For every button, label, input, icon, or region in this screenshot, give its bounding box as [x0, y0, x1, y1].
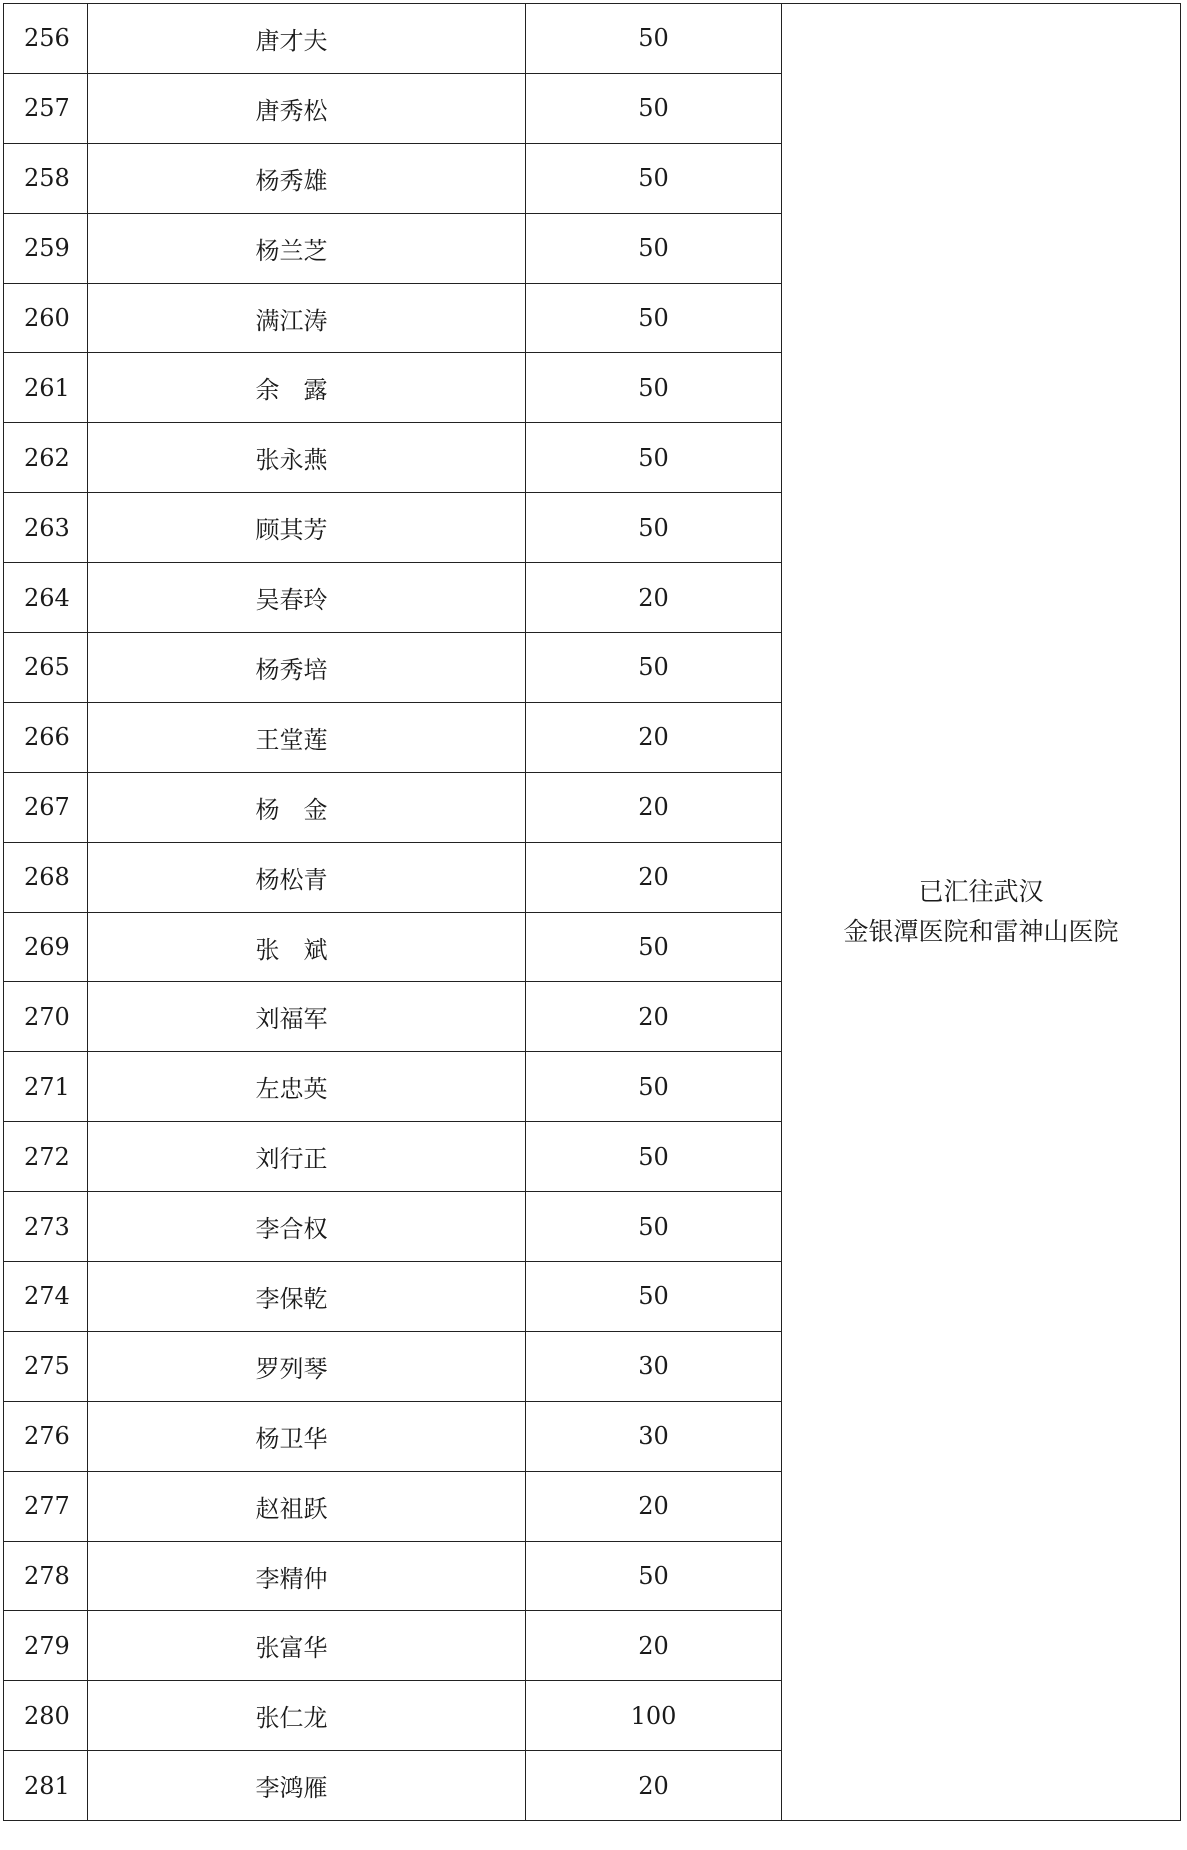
amount-cell: 50 [526, 1541, 782, 1611]
amount-cell: 20 [526, 982, 782, 1052]
name-cell [88, 353, 526, 423]
row-number-cell: 272 [4, 1122, 88, 1192]
row-number-cell: 268 [4, 842, 88, 912]
name-cell [88, 912, 526, 982]
amount-cell: 50 [526, 633, 782, 703]
row-number-cell: 276 [4, 1401, 88, 1471]
donor-name: 杨 金 [255, 795, 328, 824]
amount-cell: 50 [526, 493, 782, 563]
row-number-cell: 258 [4, 143, 88, 213]
name-cell [88, 1122, 526, 1192]
row-number-cell: 260 [4, 283, 88, 353]
amount-cell: 20 [526, 563, 782, 633]
name-cell [88, 1541, 526, 1611]
name-cell [88, 1611, 526, 1681]
table-row [4, 4, 1181, 74]
amount-cell: 20 [526, 702, 782, 772]
name-cell [88, 1331, 526, 1401]
row-number-cell: 264 [4, 563, 88, 633]
name-cell [88, 702, 526, 772]
name-cell [88, 4, 526, 74]
row-number-cell: 267 [4, 772, 88, 842]
row-number-cell: 262 [4, 423, 88, 493]
row-number-cell: 261 [4, 353, 88, 423]
name-cell [88, 493, 526, 563]
donor-name: 吴春玲 [255, 586, 328, 615]
row-number-cell: 271 [4, 1052, 88, 1122]
name-cell [88, 1681, 526, 1751]
row-number-cell: 263 [4, 493, 88, 563]
name-cell [88, 1052, 526, 1122]
donor-name: 张永燕 [255, 446, 328, 475]
amount-cell: 20 [526, 1611, 782, 1681]
name-cell [88, 1401, 526, 1471]
table-body [4, 4, 1181, 1821]
row-number-cell: 275 [4, 1331, 88, 1401]
name-cell [88, 1751, 526, 1821]
donor-name: 罗列琴 [255, 1354, 328, 1383]
donor-name: 刘福军 [255, 1005, 328, 1034]
name-cell [88, 423, 526, 493]
donor-name: 李鸿雁 [255, 1774, 328, 1803]
name-cell [88, 73, 526, 143]
donation-table [3, 3, 1181, 1821]
name-cell [88, 563, 526, 633]
amount-cell: 20 [526, 1471, 782, 1541]
row-number-cell: 273 [4, 1192, 88, 1262]
amount-cell: 20 [526, 842, 782, 912]
amount-cell: 100 [526, 1681, 782, 1751]
name-cell [88, 213, 526, 283]
donor-name: 李精仲 [255, 1564, 328, 1593]
donor-name: 杨秀培 [255, 655, 328, 684]
amount-cell: 20 [526, 772, 782, 842]
row-number-cell: 270 [4, 982, 88, 1052]
donor-name: 唐才夫 [255, 26, 328, 55]
amount-cell: 50 [526, 73, 782, 143]
amount-cell: 50 [526, 1122, 782, 1192]
row-number-cell: 259 [4, 213, 88, 283]
amount-cell: 30 [526, 1401, 782, 1471]
name-cell [88, 143, 526, 213]
row-number-cell: 266 [4, 702, 88, 772]
amount-cell: 20 [526, 1751, 782, 1821]
donor-name: 李保乾 [255, 1284, 328, 1313]
row-number-cell: 274 [4, 1262, 88, 1332]
amount-cell: 50 [526, 353, 782, 423]
row-number-cell: 265 [4, 633, 88, 703]
amount-cell: 50 [526, 4, 782, 74]
donor-name: 杨秀雄 [255, 166, 328, 195]
donor-name: 赵祖跃 [255, 1494, 328, 1523]
donor-name: 李合权 [255, 1215, 328, 1244]
row-number-cell: 269 [4, 912, 88, 982]
amount-cell: 50 [526, 283, 782, 353]
row-number-cell: 281 [4, 1751, 88, 1821]
name-cell [88, 842, 526, 912]
amount-cell: 50 [526, 423, 782, 493]
amount-cell: 50 [526, 1262, 782, 1332]
donor-name: 张 斌 [255, 935, 328, 964]
donor-name: 顾其芳 [255, 516, 328, 545]
amount-cell: 50 [526, 1052, 782, 1122]
donor-name: 刘行正 [255, 1145, 328, 1174]
donor-name: 余 露 [255, 376, 328, 405]
amount-cell: 30 [526, 1331, 782, 1401]
donor-name: 满江涛 [255, 306, 328, 335]
name-cell [88, 772, 526, 842]
name-cell [88, 982, 526, 1052]
donor-name: 杨卫华 [255, 1424, 328, 1453]
name-cell [88, 1192, 526, 1262]
name-cell [88, 1471, 526, 1541]
row-number-cell: 256 [4, 4, 88, 74]
donor-name: 杨兰芝 [255, 236, 328, 265]
donor-name: 张仁龙 [255, 1704, 328, 1733]
amount-cell: 50 [526, 1192, 782, 1262]
amount-cell: 50 [526, 912, 782, 982]
donor-name: 杨松青 [255, 865, 328, 894]
row-number-cell: 280 [4, 1681, 88, 1751]
row-number-cell: 277 [4, 1471, 88, 1541]
remark-line-1: 已汇往武汉 [918, 877, 1044, 907]
remark-line-2: 金银潭医院和雷神山医院 [843, 917, 1119, 947]
amount-cell: 50 [526, 143, 782, 213]
donor-name: 左忠英 [255, 1075, 328, 1104]
name-cell [88, 633, 526, 703]
row-number-cell: 279 [4, 1611, 88, 1681]
amount-cell: 50 [526, 213, 782, 283]
donor-name: 张富华 [255, 1634, 328, 1663]
row-number-cell: 257 [4, 73, 88, 143]
donor-name: 唐秀松 [255, 96, 328, 125]
remark-cell [782, 4, 1181, 1821]
name-cell [88, 1262, 526, 1332]
row-number-cell: 278 [4, 1541, 88, 1611]
donor-name: 王堂莲 [255, 725, 328, 754]
name-cell [88, 283, 526, 353]
